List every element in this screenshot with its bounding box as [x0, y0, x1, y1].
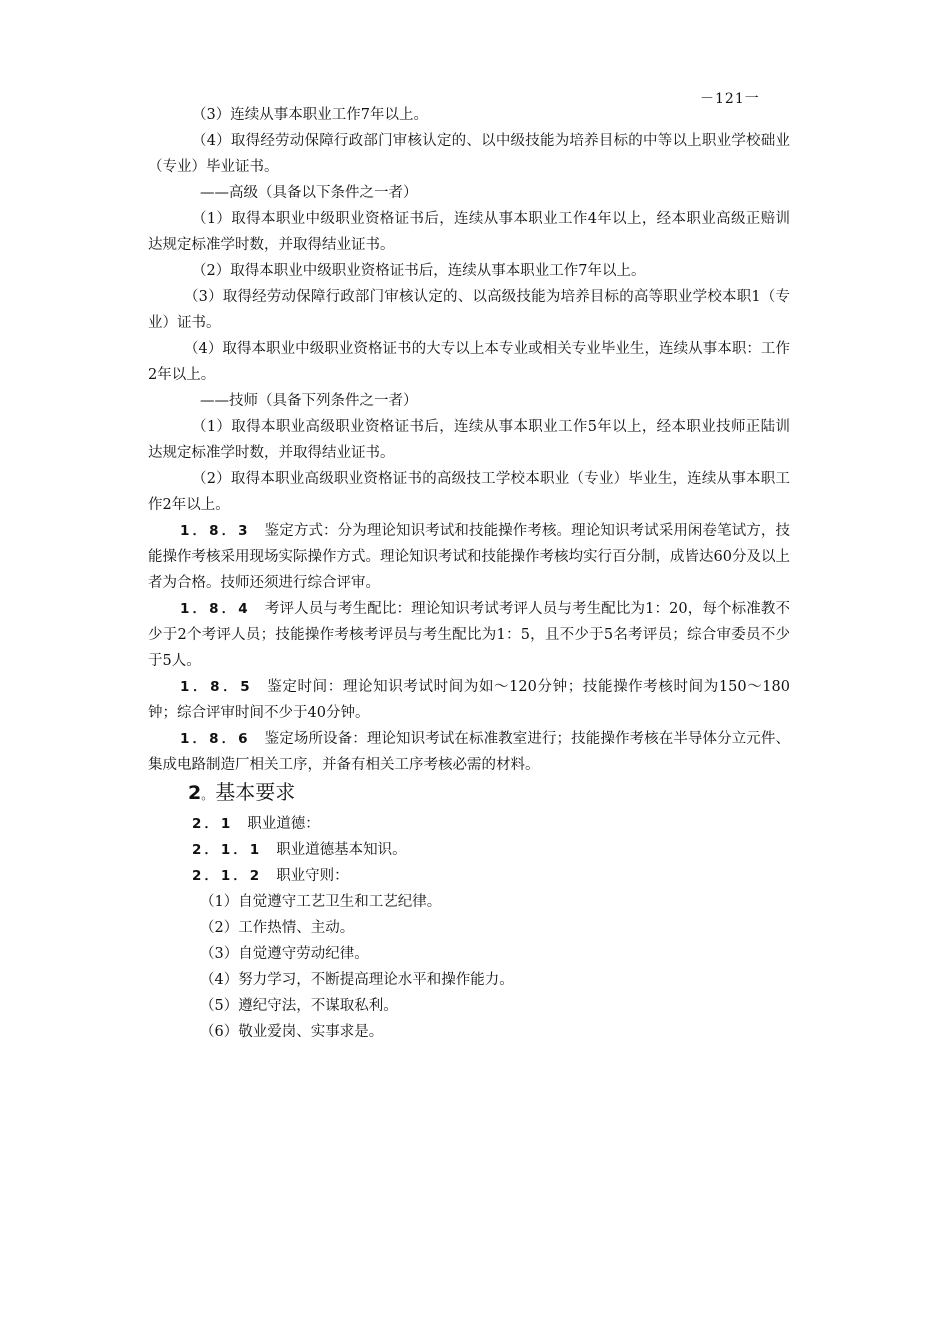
paragraph: （2）取得本职业中级职业资格证书后，连续从事本职业工作7年以上。 — [192, 263, 646, 279]
section-text: 考评人员与考生配比：理论知识考试考评人员与考生配比为1：20，每个标准教不少于2个考评人员；技能操作考核考评员与考生配比为1：5，且不少于5名考评员；综合审委员不少于5人。 — [148, 601, 790, 669]
section-number: 2．1．1 — [192, 842, 263, 858]
section-2-1 — [148, 811, 790, 837]
subheading-senior: ——高级（具备以下条件之一者） — [200, 185, 418, 201]
list-item: （1）自觉遵守工艺卫生和工艺纪律。 — [200, 894, 442, 910]
section-text: 鉴定场所设备：理论知识考试在标准教室进行；技能操作考核在半导体分立元件、集成电路制造厂相关工序，并备有相关工序考核必需的材料。 — [148, 731, 790, 773]
page-number: －121一 — [700, 91, 760, 107]
section-text: 鉴定方式：分为理论知识考试和技能操作考核。理论知识考试采用闲卷笔试方，技能操作考核采用现场实际操作方式。理论知识考试和技能操作考核均实行百分制，成皆达60分及以上者为合格。技师还须进行综合评审。 — [148, 523, 790, 591]
section-2-1-2 — [148, 863, 790, 889]
list-item: （3）自觉遵守劳动纪律。 — [200, 946, 369, 962]
chapter-number: 2 — [188, 782, 202, 804]
list-item: （6）敬业爱岗、实事求是。 — [200, 1024, 384, 1040]
section-number: 1．8．5 — [180, 679, 253, 695]
chapter-dot: 。 — [201, 788, 214, 802]
section-number: 2．1．2 — [192, 868, 263, 884]
document-body — [148, 102, 790, 1045]
paragraph: （4）取得本职业中级职业资格证书的大专以上本专业或相关专业毕业生，连续从事本职：工作2年以上。 — [148, 341, 790, 383]
list-item: （2）工作热情、主动。 — [200, 920, 355, 936]
section-1-8-4 — [148, 596, 790, 674]
section-text: 职业道德基本知识。 — [276, 842, 407, 858]
section-number: 2．1 — [192, 816, 234, 832]
paragraph: （2）取得本职业高级职业资格证书的高级技工学校本职业（专业）毕业生，连续从事本职工作2年以上。 — [148, 471, 790, 513]
section-text: 鉴定时间：理论知识考试时间为如～120分钟；技能操作考核时间为150～180钟；综合评审时间不少于40分钟。 — [148, 679, 790, 721]
subheading-technician: ——技师（具备下列条件之一者） — [200, 393, 418, 409]
section-1-8-6 — [148, 726, 790, 778]
section-1-8-3 — [148, 518, 790, 596]
section-1-8-5 — [148, 674, 790, 726]
section-number: 1．8．4 — [180, 601, 251, 617]
section-text: 职业守则： — [276, 868, 349, 884]
list-item: （5）遵纪守法，不谋取私利。 — [200, 998, 398, 1014]
list-item: （4）努力学习，不断提高理论水平和操作能力。 — [200, 972, 514, 988]
paragraph: （3）连续从事本职业工作7年以上。 — [192, 107, 428, 123]
section-2-1-1 — [148, 837, 790, 863]
paragraph: （1）取得本职业中级职业资格证书后，连续从事本职业工作4年以上，经本职业高级正赔训达规定标准学时数，并取得结业证书。 — [148, 211, 790, 253]
section-number: 1．8．3 — [180, 523, 251, 539]
section-text: 职业道德： — [247, 816, 320, 832]
chapter-title: 基本要求 — [215, 780, 296, 804]
paragraph: （4）取得经劳动保障行政部门审核认定的、以中级技能为培养目标的中等以上职业学校础业（专业）毕业证书。 — [148, 133, 790, 175]
section-number: 1．8．6 — [180, 731, 251, 747]
paragraph: （3）取得经劳动保障行政部门审核认定的、以高级技能为培养目标的高等职业学校本职1（专业）证书。 — [148, 289, 790, 331]
chapter-heading — [148, 778, 790, 809]
paragraph: （1）取得本职业高级职业资格证书后，连续从事本职业工作5年以上，经本职业技师正陆训达规定标准学时数，并取得结业证书。 — [148, 419, 790, 461]
